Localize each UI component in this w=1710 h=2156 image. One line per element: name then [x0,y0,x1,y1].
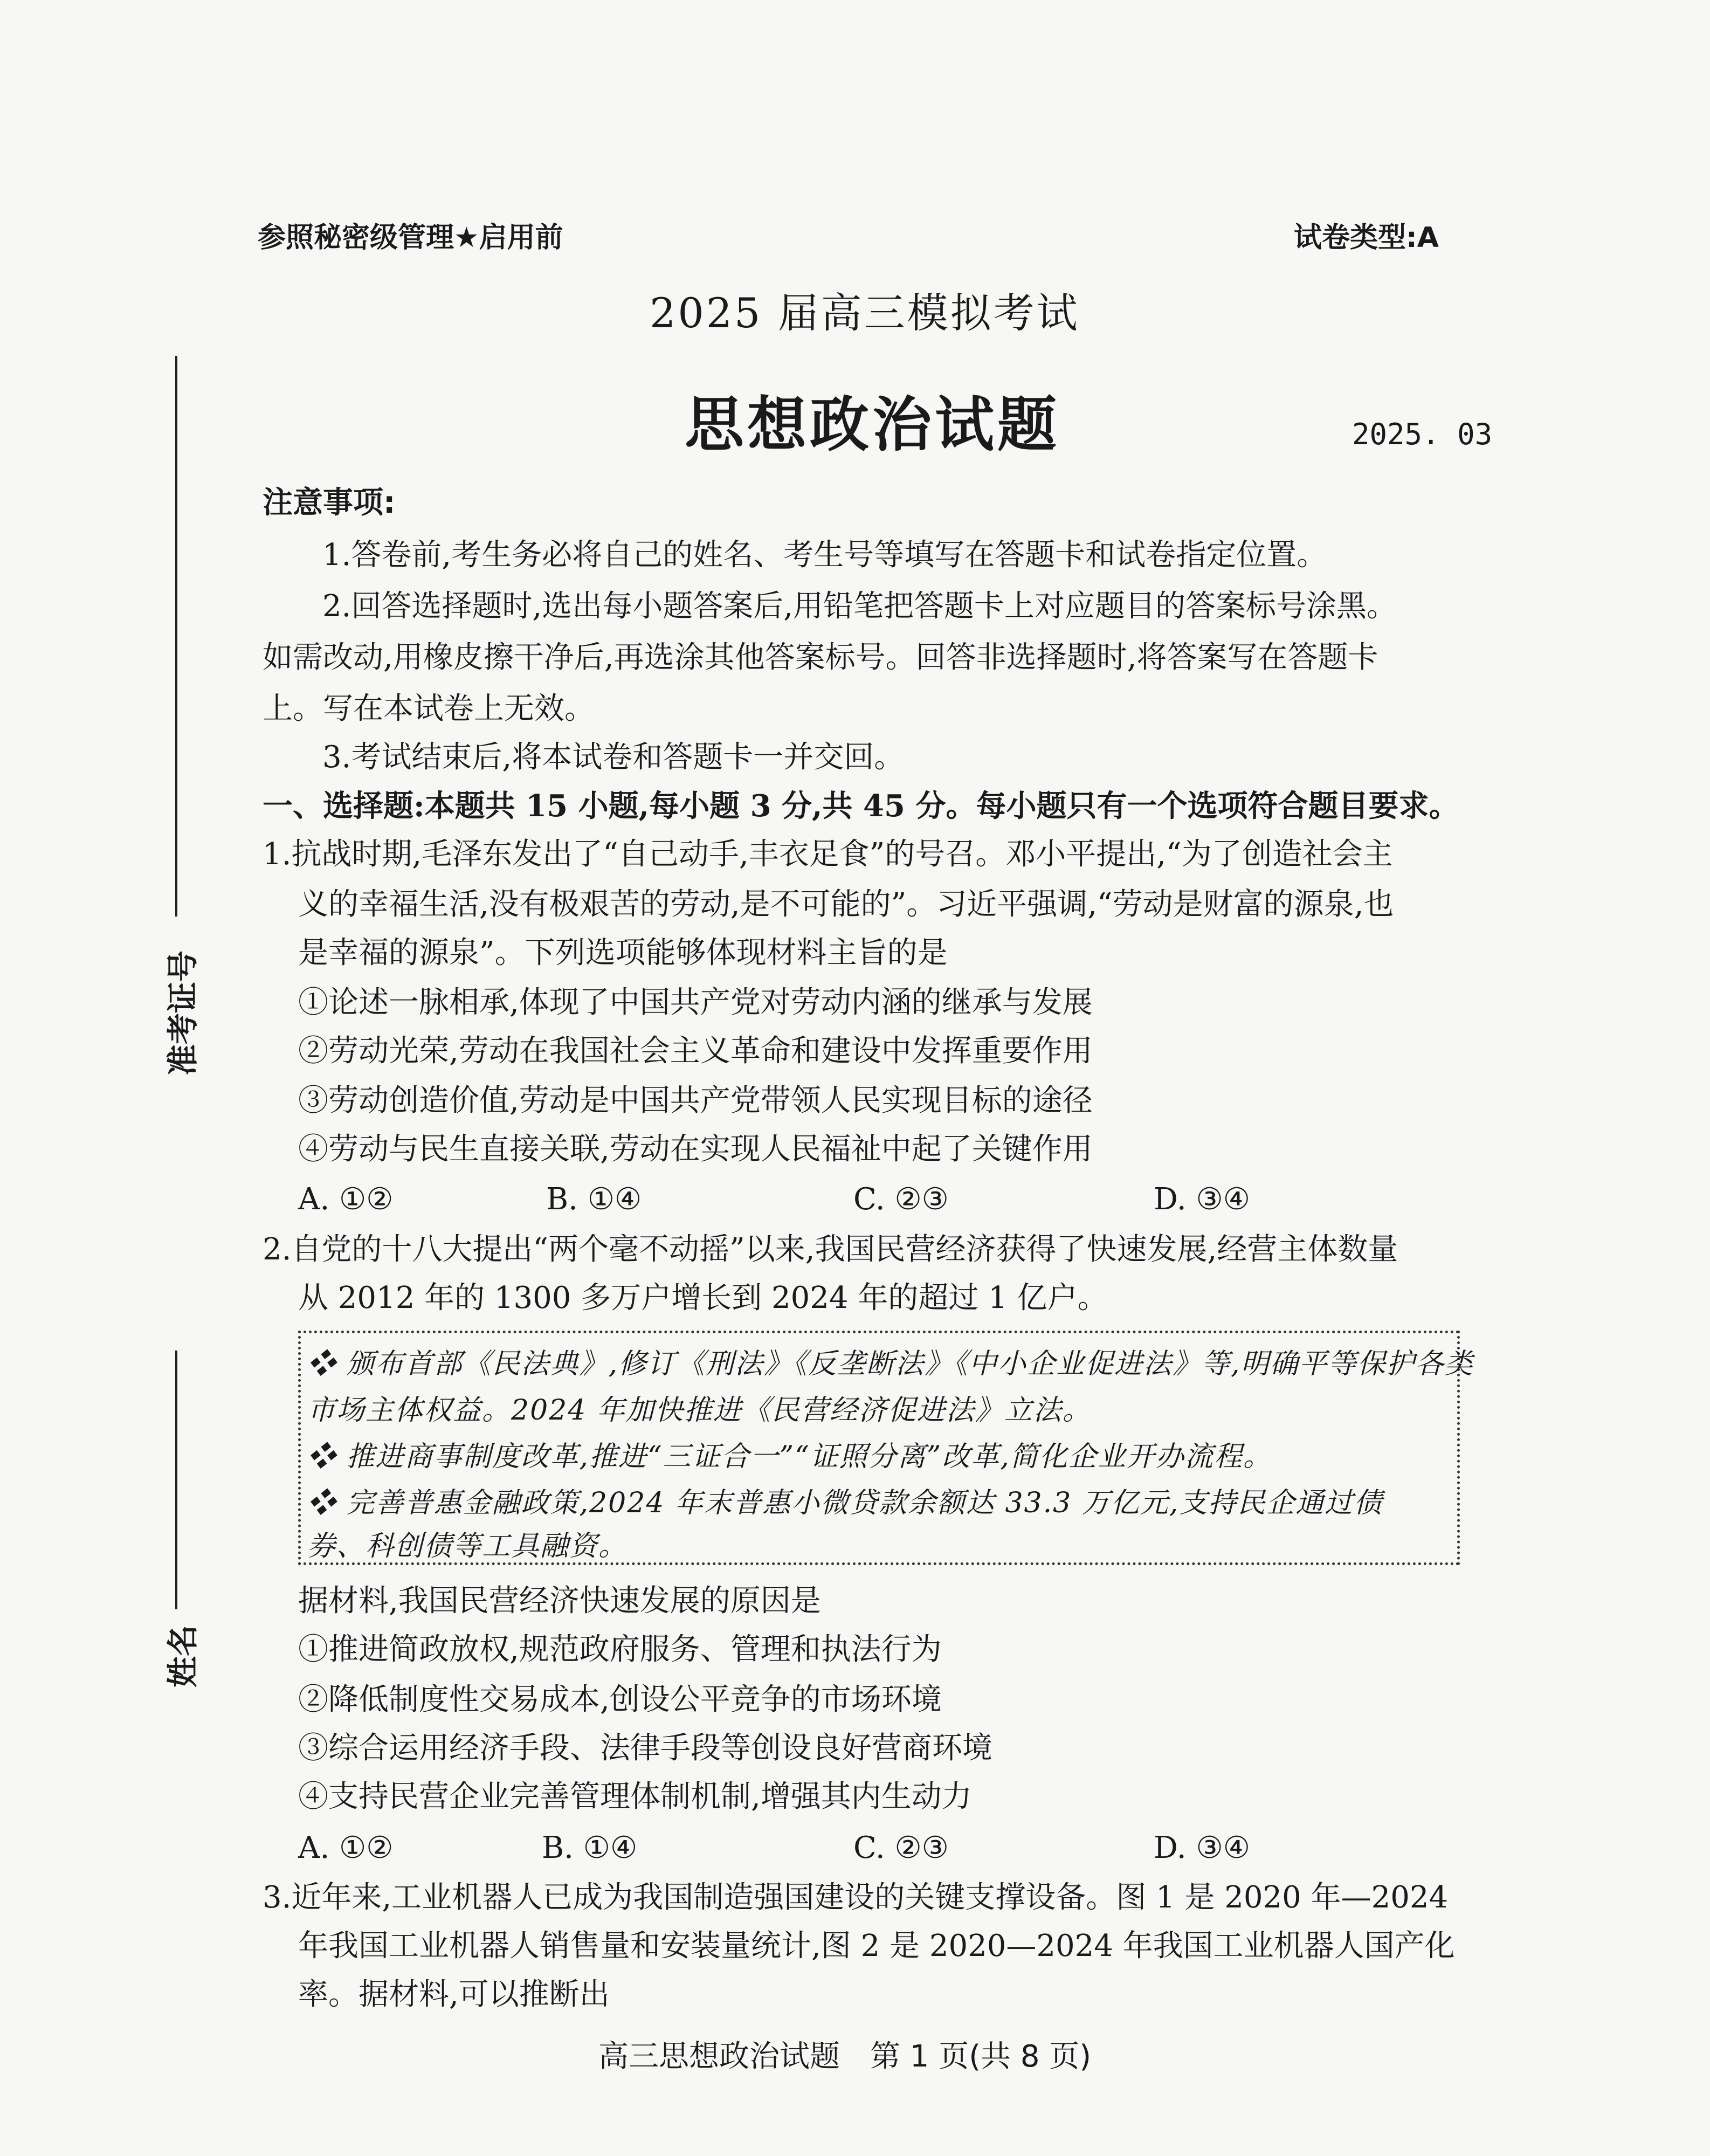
paper-type: 试卷类型:A [1294,222,1439,254]
notice-item: 如需改动,用橡皮擦干净后,再选涂其他答案标号。回答非选择题时,将答案写在答题卡 [263,640,1378,675]
q1-statement: ②劳动光荣,劳动在我国社会主义革命和建设中发挥重要作用 [298,1034,1093,1069]
confidential-mark: 参照秘密级管理★启用前 [258,222,563,254]
q2-statement: ②降低制度性交易成本,创设公平竞争的市场环境 [298,1682,942,1717]
q2-material-line: 市场主体权益。2024 年加快推进《民营经济促进法》立法。 [307,1394,1092,1427]
q2-material-line: ❖ 推进商事制度改革,推进“三证合一”“证照分离”改革,简化企业开办流程。 [307,1441,1272,1473]
name-label: 姓名 [164,1624,201,1687]
q3-stem: 3.近年来,工业机器人已成为我国制造强国建设的关键支撑设备。图 1 是 2020 年—2024 [263,1880,1449,1915]
notice-item: 1.答卷前,考生务必将自己的姓名、考生号等填写在答题卡和试卷指定位置。 [322,538,1327,573]
q2-material-line: ❖ 颁布首部《民法典》,修订《刑法》《反垄断法》《中小企业促进法》等,明确平等保护各类 [307,1348,1474,1380]
q1-statement: ④劳动与民生直接关联,劳动在实现人民福祉中起了关键作用 [298,1132,1093,1167]
q2-option-d[interactable]: D. ③④ [1154,1830,1250,1865]
q2-statement: ③综合运用经济手段、法律手段等创设良好营商环境 [298,1731,992,1766]
q2-statement: ①推进简政放权,规范政府服务、管理和执法行为 [298,1632,942,1667]
q1-statement: ①论述一脉相承,体现了中国共产党对劳动内涵的继承与发展 [298,985,1093,1020]
q1-stem: 义的幸福生活,没有极艰苦的劳动,是不可能的”。习近平强调,“劳动是财富的源泉,也 [298,887,1394,922]
subject-title: 思想政治试题 [685,390,1060,459]
notice-item: 3.考试结束后,将本试卷和答题卡一并交回。 [322,740,905,775]
notice-item: 上。写在本试卷上无效。 [263,691,595,726]
q2-material-box [298,1331,1474,1565]
exam-date: 2025. 03 [1352,417,1493,451]
q1-option-c[interactable]: C. ②③ [853,1182,949,1217]
q2-stem: 从 2012 年的 1300 多万户增长到 2024 年的超过 1 亿户。 [298,1280,1108,1315]
page-footer: 高三思想政治试题 第 1 页(共 8 页) [598,2039,1092,2074]
q2-stem: 2.自党的十八大提出“两个毫不动摇”以来,我国民营经济获得了快速发展,经营主体数量 [263,1232,1398,1267]
q2-option-c[interactable]: C. ②③ [853,1830,949,1865]
section-heading: 一、选择题:本题共 15 小题,每小题 3 分,共 45 分。每小题只有一个选项符合题目要求。 [263,788,1459,824]
q1-option-a[interactable]: A. ①② [298,1182,394,1217]
q2-option-b[interactable]: B. ①④ [542,1830,638,1865]
name-line [175,1351,177,1609]
q1-stem: 1.抗战时期,毛泽东发出了“自己动手,丰衣足食”的号召。邓小平提出,“为了创造社会主 [263,837,1393,872]
exam-id-line [175,356,177,917]
q2-material-line: 券、科创债等工具融资。 [307,1530,628,1562]
q2-statement: ④支持民营企业完善管理体制机制,增强其内生动力 [298,1779,972,1814]
notice-item: 2.回答选择题时,选出每小题答案后,用铅笔把答题卡上对应题目的答案标号涂黑。 [322,589,1397,624]
q2-option-a[interactable]: A. ①② [298,1830,394,1865]
q1-option-d[interactable]: D. ③④ [1154,1182,1250,1217]
exam-title: 2025 届高三模拟考试 [650,289,1080,337]
q3-stem: 年我国工业机器人销售量和安装量统计,图 2 是 2020—2024 年我国工业机器人国产化 [298,1928,1455,1964]
q2-material-line: ❖ 完善普惠金融政策,2024 年末普惠小微贷款余额达 33.3 万亿元,支持民企通过债 [307,1487,1383,1519]
q1-option-b[interactable]: B. ①④ [546,1182,642,1217]
q3-stem: 率。据材料,可以推断出 [298,1977,610,2012]
q1-stem: 是幸福的源泉”。下列选项能够体现材料主旨的是 [298,935,948,970]
q1-statement: ③劳动创造价值,劳动是中国共产党带领人民实现目标的途径 [298,1083,1093,1118]
exam-id-label: 准考证号 [164,950,201,1076]
q2-question: 据材料,我国民营经济快速发展的原因是 [298,1583,821,1618]
notice-heading: 注意事项: [263,485,396,520]
